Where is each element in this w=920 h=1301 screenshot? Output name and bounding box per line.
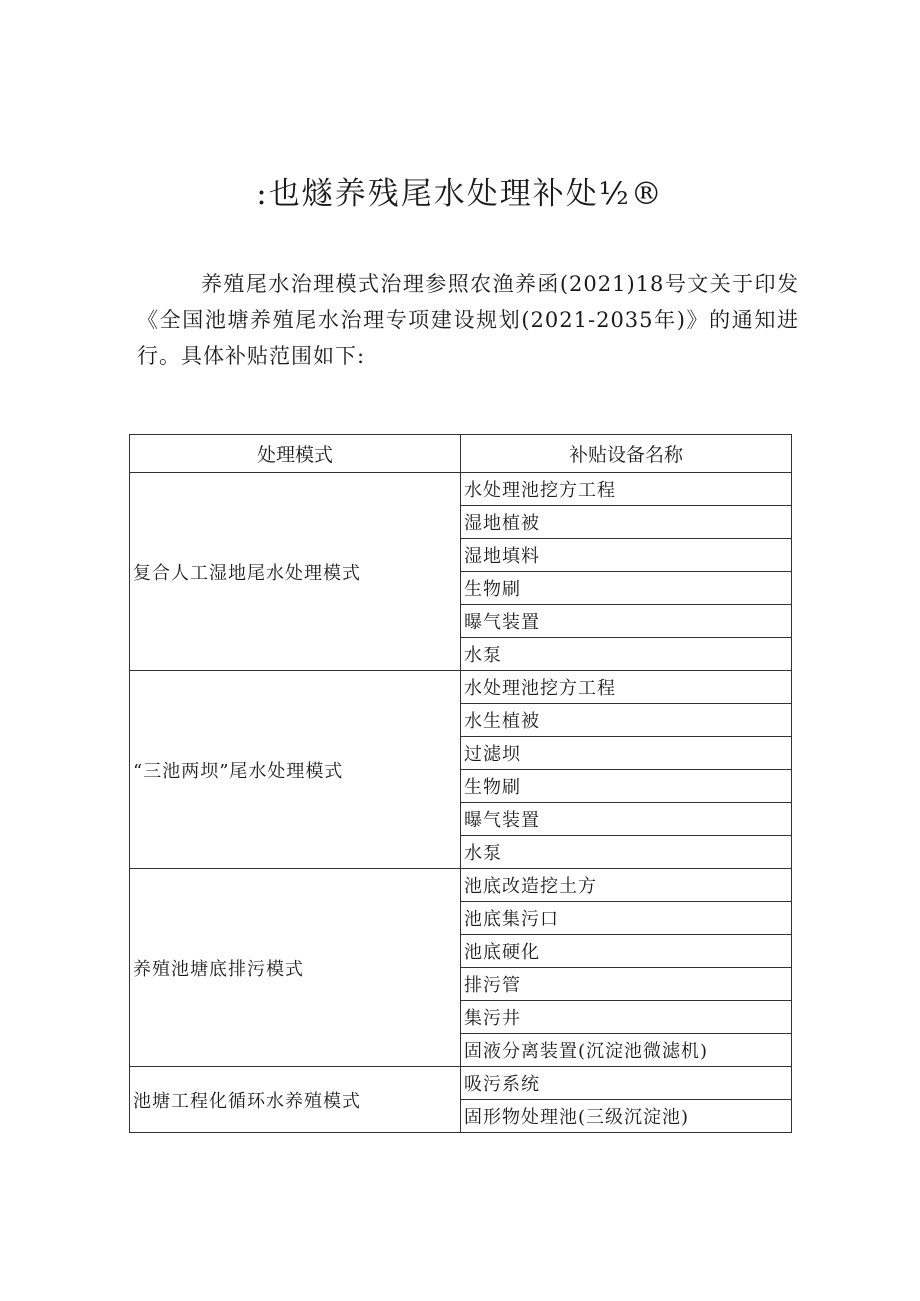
equipment-cell: 曝气装置 bbox=[461, 605, 792, 638]
equipment-cell: 池底改造挖土方 bbox=[461, 869, 792, 902]
equipment-cell: 生物刷 bbox=[461, 770, 792, 803]
equipment-cell: 集污井 bbox=[461, 1001, 792, 1034]
equipment-cell: 水处理池挖方工程 bbox=[461, 671, 792, 704]
table-row bbox=[130, 473, 792, 506]
mode-cell: 复合人工湿地尾水处理模式 bbox=[130, 473, 461, 671]
equipment-cell: 水生植被 bbox=[461, 704, 792, 737]
mode-cell: 养殖池塘底排污模式 bbox=[130, 869, 461, 1067]
table-row bbox=[130, 869, 792, 902]
equipment-cell: 过滤坝 bbox=[461, 737, 792, 770]
equipment-cell: 固形物处理池(三级沉淀池) bbox=[461, 1100, 792, 1133]
equipment-cell: 生物刷 bbox=[461, 572, 792, 605]
table-row bbox=[130, 1067, 792, 1100]
equipment-cell: 池底硬化 bbox=[461, 935, 792, 968]
mode-cell: “三池两坝”尾水处理模式 bbox=[130, 671, 461, 869]
table-row bbox=[130, 671, 792, 704]
table-header-row bbox=[130, 435, 792, 473]
equipment-cell: 曝气装置 bbox=[461, 803, 792, 836]
equipment-cell: 水泵 bbox=[461, 836, 792, 869]
equipment-cell: 吸污系统 bbox=[461, 1067, 792, 1100]
equipment-cell: 固液分离装置(沉淀池微滤机) bbox=[461, 1034, 792, 1067]
document-title: :也燧养残尾水处理补处½® bbox=[256, 176, 664, 212]
equipment-cell: 排污管 bbox=[461, 968, 792, 1001]
mode-cell: 池塘工程化循环水养殖模式 bbox=[130, 1067, 461, 1133]
equipment-cell: 池底集污口 bbox=[461, 902, 792, 935]
header-equipment: 补贴设备名称 bbox=[461, 435, 792, 473]
equipment-cell: 水泵 bbox=[461, 638, 792, 671]
subsidy-table bbox=[129, 434, 792, 1133]
intro-paragraph: 养殖尾水治理模式治理参照农渔养函(2021)18号文关于印发《全国池塘养殖尾水治理专项建设规划(2021-2035年)》的通知进行。具体补贴范围如下: bbox=[137, 272, 799, 368]
equipment-cell: 湿地填料 bbox=[461, 539, 792, 572]
equipment-cell: 水处理池挖方工程 bbox=[461, 473, 792, 506]
equipment-cell: 湿地植被 bbox=[461, 506, 792, 539]
header-mode: 处理模式 bbox=[130, 435, 461, 473]
